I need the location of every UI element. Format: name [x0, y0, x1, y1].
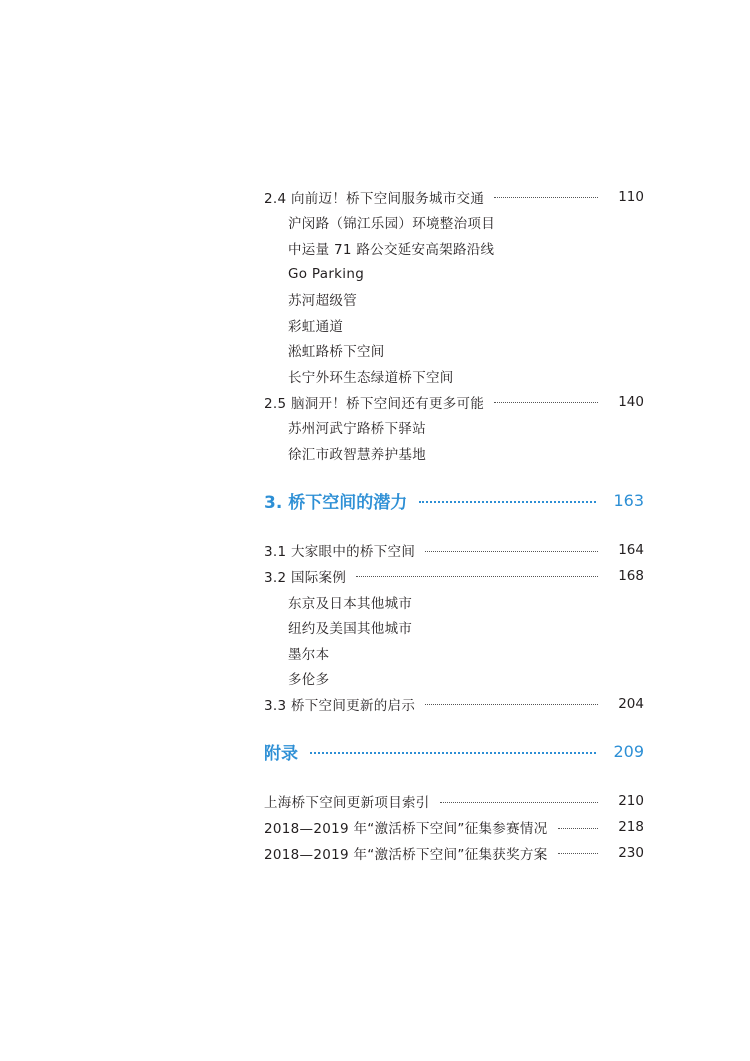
toc-subentry-label: 沪闵路（锦江乐园）环境整治项目 — [288, 216, 495, 233]
toc-subentry-label: 长宁外环生态绿道桥下空间 — [288, 369, 454, 386]
toc-subentry[interactable] — [264, 312, 644, 338]
toc-entry-appendix-3[interactable] — [264, 840, 644, 866]
toc-page-number: 230 — [618, 844, 644, 861]
chapter-title: 附录 — [264, 744, 298, 765]
toc-page-number: 204 — [618, 695, 644, 712]
toc-subentry[interactable] — [264, 235, 644, 261]
dot-leader — [494, 402, 598, 403]
toc-subentry-label: 墨尔本 — [288, 646, 330, 663]
toc-subentry-label: Go Parking — [288, 265, 365, 282]
table-of-contents — [264, 184, 644, 865]
toc-entry-label: 3.2 国际案例 — [264, 569, 347, 586]
toc-subentry-label: 纽约及美国其他城市 — [288, 621, 413, 638]
toc-page-number: 164 — [618, 542, 644, 559]
toc-chapter-appendix[interactable] — [264, 737, 644, 767]
dot-leader — [558, 828, 599, 829]
toc-entry-3-1[interactable] — [264, 538, 644, 564]
toc-subentry-label: 苏州河武宁路桥下驿站 — [288, 421, 426, 438]
toc-subentry-label: 苏河超级管 — [288, 293, 357, 310]
toc-entry-label: 2.5 脑洞开！桥下空间还有更多可能 — [264, 395, 485, 412]
toc-entry-appendix-1[interactable] — [264, 789, 644, 815]
toc-page-number: 210 — [618, 793, 644, 810]
toc-page-number: 218 — [618, 819, 644, 836]
dot-leader — [356, 576, 598, 577]
toc-subentry[interactable] — [264, 261, 644, 287]
toc-subentry[interactable] — [264, 210, 644, 236]
toc-subentry[interactable] — [264, 440, 644, 466]
toc-entry-appendix-2[interactable] — [264, 814, 644, 840]
toc-subentry-label: 中运量 71 路公交延安高架路沿线 — [288, 241, 495, 258]
toc-subentry[interactable] — [264, 589, 644, 615]
toc-entry-3-3[interactable] — [264, 691, 644, 717]
toc-entry-3-2[interactable] — [264, 563, 644, 589]
toc-subentry[interactable] — [264, 414, 644, 440]
toc-entry-label: 2018—2019 年“激活桥下空间”征集参赛情况 — [264, 821, 548, 838]
toc-subentry[interactable] — [264, 338, 644, 364]
dot-leader — [419, 501, 596, 503]
toc-subentry-label: 徐汇市政智慧养护基地 — [288, 446, 426, 463]
chapter-page-number: 209 — [613, 742, 644, 762]
toc-entry-label: 2018—2019 年“激活桥下空间”征集获奖方案 — [264, 846, 548, 863]
toc-subentry[interactable] — [264, 640, 644, 666]
toc-subentry-label: 彩虹通道 — [288, 318, 344, 335]
toc-entry-label: 3.3 桥下空间更新的启示 — [264, 697, 416, 714]
toc-page-number: 140 — [618, 393, 644, 410]
toc-subentry-label: 淞虹路桥下空间 — [288, 344, 385, 361]
dot-leader — [310, 752, 596, 754]
toc-subentry[interactable] — [264, 363, 644, 389]
chapter-title: 3. 桥下空间的潜力 — [264, 493, 408, 514]
toc-entry-2-5[interactable] — [264, 389, 644, 415]
toc-entry-label: 2.4 向前迈！桥下空间服务城市交通 — [264, 190, 485, 207]
dot-leader — [425, 551, 598, 552]
chapter-page-number: 163 — [613, 491, 644, 511]
toc-subentry[interactable] — [264, 666, 644, 692]
toc-subentry[interactable] — [264, 286, 644, 312]
toc-subentry-label: 多伦多 — [288, 672, 330, 689]
toc-subentry-label: 东京及日本其他城市 — [288, 595, 413, 612]
toc-chapter-3[interactable] — [264, 486, 644, 516]
dot-leader — [494, 197, 598, 198]
toc-entry-label: 3.1 大家眼中的桥下空间 — [264, 544, 416, 561]
toc-page-number: 110 — [618, 188, 644, 205]
dot-leader — [440, 802, 598, 803]
toc-page-number: 168 — [618, 567, 644, 584]
dot-leader — [425, 704, 598, 705]
toc-entry-2-4[interactable] — [264, 184, 644, 210]
toc-entry-label: 上海桥下空间更新项目索引 — [264, 795, 430, 812]
dot-leader — [558, 853, 599, 854]
toc-subentry[interactable] — [264, 614, 644, 640]
